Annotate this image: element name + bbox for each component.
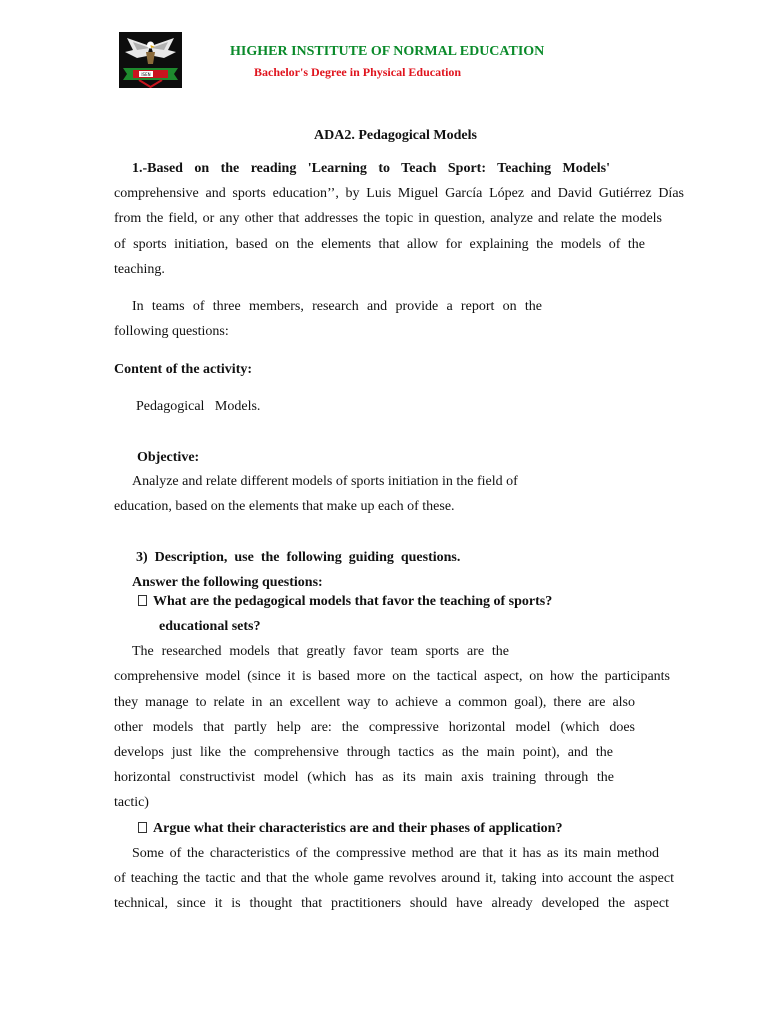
answer-1-line-6: horizontal constructivist model (which has as its main axis training through the xyxy=(114,770,614,785)
institution-name: HIGHER INSTITUTE OF NORMAL EDUCATION xyxy=(230,44,545,59)
intro-line-3: from the field, or any other that addresses the topic in question, analyze and relate the models xyxy=(114,211,662,226)
objective-line-1: Analyze and relate different models of sports initiation in the field of xyxy=(132,474,518,489)
checkbox-bullet-icon xyxy=(138,822,147,833)
answer-1-line-1: The researched models that greatly favor team sports are the xyxy=(132,644,509,659)
content-value: Pedagogical Models. xyxy=(136,399,261,414)
question-1-line-2: educational sets? xyxy=(159,619,261,634)
objective-line-2: education, based on the elements that make up each of these. xyxy=(114,499,455,514)
intro-line-2: comprehensive and sports education’’, by Luis Miguel García López and David Gutiérrez Días xyxy=(114,186,684,201)
eagle-shield-icon xyxy=(119,32,182,88)
answer-2-line-3: technical, since it is thought that practitioners should have already developed the aspect xyxy=(114,896,669,911)
answer-1-line-7: tactic) xyxy=(114,795,149,810)
objective-heading: Objective: xyxy=(137,450,200,465)
answer-2-line-2: of teaching the tactic and that the whole game revolves around it, taking into account the aspect xyxy=(114,871,674,886)
answer-heading: Answer the following questions: xyxy=(132,575,323,590)
intro-line-1: 1.-Based on the reading 'Learning to Teach Sport: Teaching Models' xyxy=(132,161,610,176)
description-heading: 3) Description, use the following guiding questions. xyxy=(136,550,461,565)
answer-1-line-5: develops just like the comprehensive through tactics as the main point), and the xyxy=(114,745,613,760)
intro-line-5: teaching. xyxy=(114,262,165,277)
institution-logo xyxy=(119,32,182,88)
question-1-text: What are the pedagogical models that favor the teaching of sports? xyxy=(153,594,553,609)
answer-1-line-4: other models that partly help are: the compressive horizontal model (which does xyxy=(114,720,635,735)
answer-1-line-3: they manage to relate in an excellent way to achieve a common goal), there are also xyxy=(114,695,635,710)
intro-line-4: of sports initiation, based on the elements that allow for explaining the models of the xyxy=(114,237,645,252)
content-heading: Content of the activity: xyxy=(114,362,253,377)
question-1-line-1 xyxy=(138,593,552,611)
svg-text:ISEN: ISEN xyxy=(141,72,151,77)
answer-2-line-1: Some of the characteristics of the compressive method are that it has as its main method xyxy=(132,846,659,861)
question-2-text: Argue what their characteristics are and their phases of application? xyxy=(153,821,563,836)
checkbox-bullet-icon xyxy=(138,595,147,606)
question-2-line-1 xyxy=(138,820,562,838)
answer-1-line-2: comprehensive model (since it is based more on the tactical aspect, on how the participants xyxy=(114,669,670,684)
teams-line-2: following questions: xyxy=(114,324,229,339)
document-title: ADA2. Pedagogical Models xyxy=(314,128,477,143)
teams-line-1: In teams of three members, research and provide a report on the xyxy=(132,299,542,314)
degree-name: Bachelor's Degree in Physical Education xyxy=(254,65,462,79)
